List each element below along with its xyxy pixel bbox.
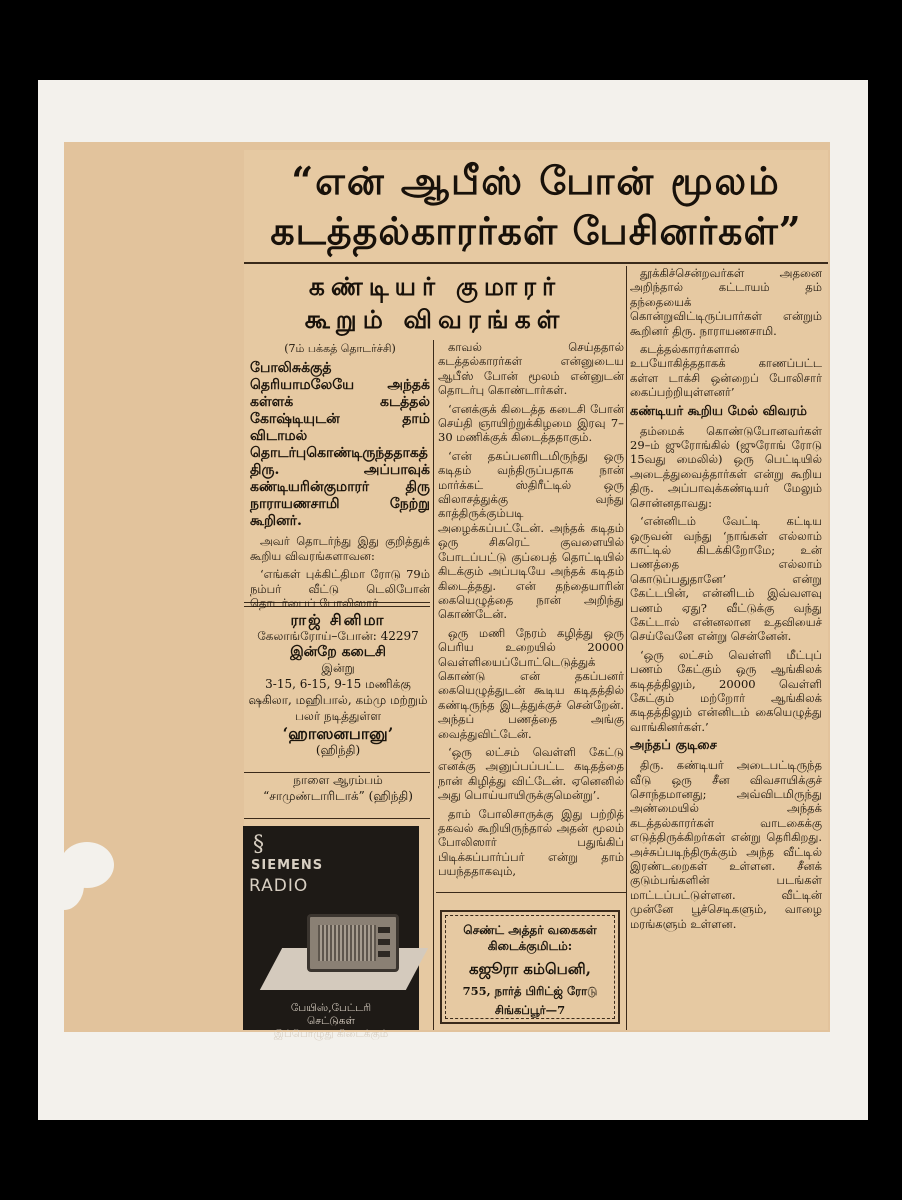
headline-line-1: “என் ஆபீஸ் போன் மூலம்: [291, 158, 781, 203]
headline: [244, 156, 828, 264]
column-rule: [433, 340, 434, 1030]
headline-line-2: கடத்தல்காரர்கள் பேசினர்கள்”: [270, 208, 802, 253]
article-paragraph: தம்மைக் கொண்டுபோனவர்கள் 29–ம் ஜுரோங்கில் (ஜுரோங் ரோடு 15வது மைலில்) ஒரு பெட்டியில் அடைத்துவைத்தார்கள் என்று கூறிய திரு. அப்பாவுக்கண்டியர் மேலும் சொன்னதாவது:: [630, 423, 822, 510]
cinema-advertisement: [248, 612, 428, 812]
cinema-today: இன்றே கடைசி: [290, 644, 386, 660]
subheadline-line-1: கண்டியர் குமாரர்: [308, 272, 562, 301]
article-paragraph: அவர் தொடர்ந்து இது குறித்துக் கூறிய விவரங்களாவன:: [250, 534, 430, 563]
ad-copy: [243, 1002, 419, 1041]
ad-address: 755, நார்த் பிரிட்ஜ் ரோடு: [462, 984, 598, 998]
lead-paragraph: போலிசுக்குத் தெரியாமலேயே அந்தக் கள்ளக் கடத்தல் கோஷ்டியுடன் தாம் விடாமல் தொடர்புகொண்டிருந்ததாகத் திரு. அப்பாவுக் கண்டியரின்குமாரர் திரு நாராயணசாமி நேற்று கூறினர்.: [250, 360, 430, 530]
perfume-advertisement: [440, 910, 620, 1024]
section-rule: [244, 818, 430, 819]
article-paragraph: தூக்கிச்சென்றவர்கள் அதனை அறிந்தால் கட்டாயம் தம் தந்தையைக் கொன்றுவிட்டிருப்பார்கள் என்றும் கூறினர் திரு. நாராயணசாமி.: [630, 266, 822, 338]
column-rule: [626, 266, 627, 1030]
article-paragraph: ‘ஒரு லட்சம் வெள்ளி கேட்டு எனக்கு அனுப்பப்பட்ட கடிதத்தை நான் கிழித்து விட்டேன். ஏனெனில் அது பொய்யாயிருக்குமென்று’.: [438, 744, 624, 803]
ad-copy-line: பேயிஸ்,பேட்டரி: [290, 1002, 372, 1014]
ad-company: கஜூரா கம்பெனி,: [469, 960, 591, 978]
article-column-2: [438, 340, 624, 883]
cinema-daily: இன்று: [321, 661, 355, 675]
article-paragraph: காவல் செய்ததால் கடத்தல்காரர்கள் என்னுடைய ஆபீஸ் போன் மூலம் என்னுடன் தொடர்பு கொண்டார்கள்.: [438, 340, 624, 398]
subheadline-line-2: கூறும் விவரங்கள்: [304, 305, 566, 334]
article-paragraph: ‘ஒரு லட்சம் வெள்ளி மீட்புப் பணம் கேட்கும் ஒரு ஆங்கிலக் கடிதத்திலும், 20000 வெள்ளி கேட்கும் மற்றோர் ஆங்கிலக் கடிதத்திலும் என்னிடம் கையெழுத்து வாங்கினர்கள்.’: [630, 647, 822, 734]
ad-brand: SIEMENS: [251, 858, 324, 873]
section-subheading: அந்தப் குடிசை: [630, 738, 717, 754]
torn-edge: [44, 860, 84, 910]
article-paragraph: ‘என் தகப்பனரிடமிருந்து ஒரு கடிதம் வந்திருப்பதாக நான் மார்க்கட் ஸ்திரீட்டில் ஒரு விலாசத்துக்கு வந்து காத்திருக்கும்படி அழைக்கப்பட்டேன். அந்தக் கடிதம் ஒரு சிகரெட் குவளையில் போடப்பட்டு குப்பைத் தொட்டியில் கிடக்கும் அப்படியே அந்தக் கடிதம் கிடைத்தது. என் தந்தையாரின் கையெழுத்தை நான் அறிந்து கொண்டேன்.: [438, 448, 624, 622]
article-paragraph: தாம் போலிசாருக்கு இது பற்றித் தகவல் கூறியிருந்தால் அதன் மூலம் போலிஸார் பதுங்கிப் பிடிக்கப்பார்ப்பர் என்று தாம் பயந்ததாகவும்,: [438, 806, 624, 879]
ad-copy-line: செட்டுகள்: [307, 1015, 355, 1027]
ad-product: RADIO: [249, 876, 309, 896]
cinema-next-film: “சாமுண்டாரிடாக்” (ஹிந்தி): [263, 789, 413, 803]
speaker-grille: [318, 925, 376, 961]
continued-note: (7ம் பக்கத் தொடர்ச்சி): [284, 342, 396, 355]
subheadline: [248, 270, 622, 340]
cinema-next-label: நாளை ஆரம்பம்: [293, 773, 383, 787]
siemens-logo-icon: §: [253, 832, 264, 857]
cinema-name: ராஜ் சினிமா: [290, 611, 386, 629]
cinema-times: 3-15, 6-15, 9-15 மணிக்கு: [265, 677, 411, 691]
section-rule: [436, 892, 626, 893]
cinema-film-language: (ஹிந்தி): [315, 743, 361, 757]
article-paragraph: கடத்தல்காரர்களால் உபயோகித்ததாகக் காணப்பட்ட கள்ள டாக்சி ஒன்றைப் போலிசார் கைப்பற்றியுள்ளனர்’: [630, 342, 822, 400]
radio-set-icon: [307, 914, 399, 972]
article-paragraph: ஒரு மணி நேரம் கழித்து ஒரு பெரிய உறையில் 20000 வெள்ளியைப்போட்டெடுத்துக் கொண்டு என் தகப்பனர் கையெழுத்துடன் கூடிய கடிதத்தில் கண்டிருந்த இடத்துக்குச் சென்றேன். அந்தப் பணத்தை அங்கு வைத்துவிட்டேன்.: [438, 625, 624, 741]
article-paragraph: ‘எனக்குக் கிடைத்த கடைசி போன் செய்தி ஞாயிற்றுக்கிழமை இரவு 7–30 மணிக்குக் கிடைத்ததாகும்.: [438, 401, 624, 445]
ad-address: சிங்கப்பூர்—7: [494, 1003, 566, 1017]
cinema-film-title: ‘ஹாஸனபானு’: [282, 724, 394, 743]
article-column-1: [250, 342, 430, 614]
siemens-radio-advertisement: [243, 826, 419, 1040]
ad-copy-line: இப்பொழுது கிடைக்கும்: [273, 1028, 389, 1040]
ad-line: செண்ட் அத்தர் வகைகள்: [463, 923, 597, 937]
radio-knobs: [378, 927, 390, 959]
cinema-cast: ஷகிலா, மஹிபால், கம்மு மற்றும் பலர் நடித்துள்ள: [248, 693, 428, 723]
article-paragraph: ‘எங்கள் புக்கிட்திமா ரோடு 79ம் நம்பர் வீட்டு டெலிபோன் தொடர்பைப் போலிஸார்: [250, 567, 430, 611]
article-paragraph: திரு. கண்டியர் அடைபட்டிருந்த வீடு ஒரு சீன விவசாயிக்குச் சொந்தமானது; அவ்விடமிருந்து அண்மையில் அந்தக் கடத்தல்காரர்கள் வாடகைக்கு எடுத்திருக்கிறர்கள் என்று தெரிகிறது. அச்சுப்படிந்திருக்கும் அந்த வீட்டில் இரண்டறைகள் உள்ளன. சீனக் குடும்பங்களின் படங்கள் மாட்டப்பட்டுள்ளன. வீட்டின் முன்னே பூச்செடிகளும், வாழை மரங்களும் உள்ளன.: [630, 758, 822, 931]
article-column-3: [630, 266, 822, 935]
cinema-address: கேலாங்ரோய்–போன்: 42297: [257, 629, 419, 643]
article-paragraph: ‘என்னிடம் வேட்டி கட்டிய ஒருவன் வந்து ‘நாங்கள் எல்லாம் காட்டில் கிடக்கிறோமே; உன் பணத்தை எல்லாம் கொடுப்பதுதானே’ என்று கேட்டபின், என்னிடம் இவ்வளவு பணம் ஏது? வீட்டுக்கு வந்து கேட்டால் என்னலான உதவியைச் செய்வேனே என்று சென்னேன்.: [630, 514, 822, 644]
section-subheading: கண்டியர் கூறிய மேல் விவரம்: [630, 403, 807, 419]
ad-line: கிடைக்குமிடம்:: [487, 939, 573, 953]
